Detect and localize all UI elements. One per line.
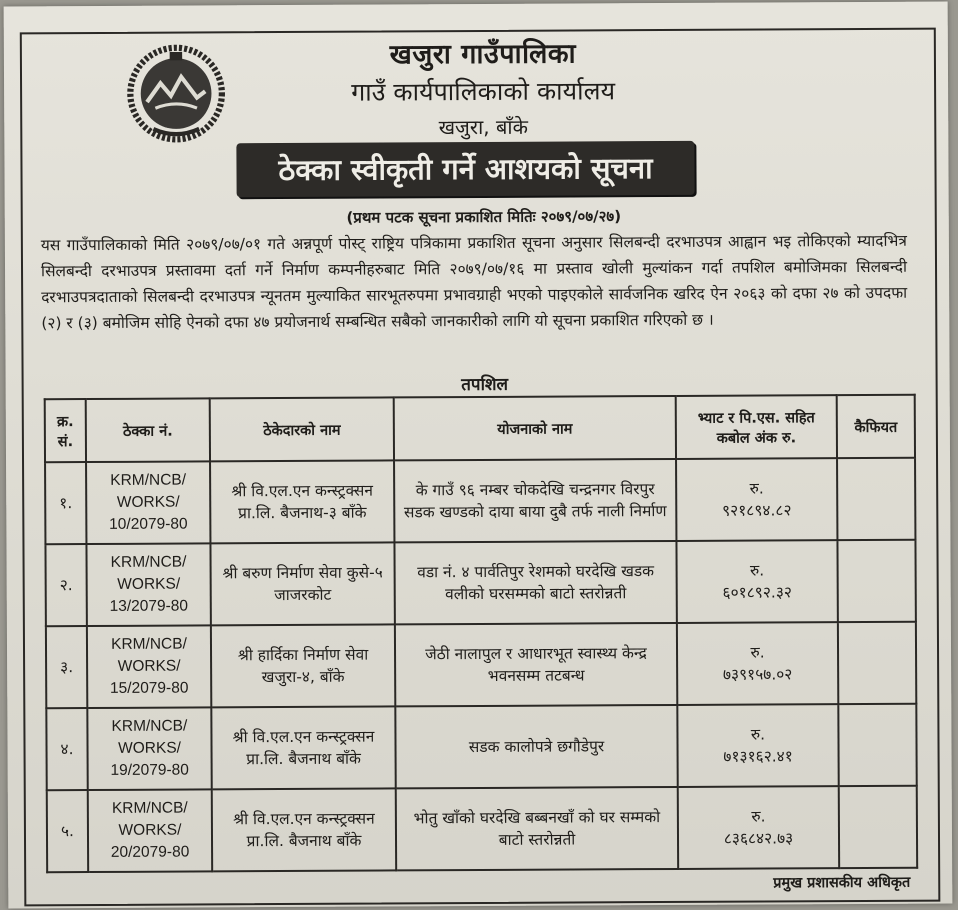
- header-amount: भ्याट र पि.एस. सहित कबोल अंक रु.: [676, 395, 837, 459]
- cell-contractor: श्री वि.एल.एन कन्स्ट्रक्सन प्रा.लि. बैजनाथ बाँके: [211, 706, 395, 789]
- cell-amount: [677, 622, 838, 705]
- header-project: योजनाको नाम: [394, 396, 676, 460]
- cell-contract-no: [86, 461, 210, 544]
- table-header-row: [45, 395, 915, 463]
- cell-contract-no: [87, 707, 211, 790]
- table-row: [46, 704, 916, 791]
- contract-no-line: 20/2079-80: [110, 843, 190, 861]
- notice-body-text: यस गाउँपालिकाको मिति २०७९/०७/०१ गते अन्नपूर्ण पोस्ट् राष्ट्रिय पत्रिकामा प्रकाशित सूचना अनुसार सिलबन्दी दरभाउपत्र आह्वान भइ तोकिएको म्यादभित्र सिलबन्दी दरभाउपत्र प्रस्तावमा दर्ता गर्ने निर्माण कम्पनीहरुबाट मिति २०७९/०७/१६ मा प्रस्ताव खोली मुल्यांकन गर्दा तपशिल बमोजिमका सिलबन्दी दरभाउपत्रदाताको सिलबन्दी दरभाउपत्र न्यूनतम मुल्याकित सारभूतरुपमा प्रभावग्राही भएको पाइएकोले सार्वजनिक खरिद ऐन २०६३ को दफा २७ को उपदफा (२) र (३) बमोजिम सोहि ऐनको दफा ४७ प्रयोजनार्थ सम्बन्धित सबैको जानकारीको लागि यो सूचना प्रकाशित गरिएको छ ।: [40, 231, 908, 333]
- cell-remarks: [837, 458, 915, 540]
- contract-no-line: WORKS/: [116, 493, 180, 511]
- cell-project: सडक कालोपत्रे छगौडेपुर: [395, 705, 677, 788]
- cell-contractor: श्री वि.एल.एन कन्स्ट्रक्सन प्रा.लि. बैजनाथ-३ बाँके: [210, 460, 394, 543]
- cell-remarks: [838, 704, 916, 786]
- contract-no-line: 19/2079-80: [110, 761, 189, 779]
- cell-contract-no: [86, 543, 210, 626]
- newspaper-clipping: [4, 2, 953, 909]
- currency-label: रु.: [750, 643, 765, 662]
- contract-no-line: 13/2079-80: [109, 597, 189, 615]
- contract-no-line: KRM/NCB/: [111, 799, 188, 817]
- table-row: [47, 786, 917, 873]
- contract-no-line: WORKS/: [117, 657, 181, 675]
- header-contractor: ठेकेदारको नाम: [210, 397, 394, 461]
- currency-label: रु.: [749, 561, 765, 580]
- currency-label: रु.: [750, 725, 766, 744]
- table-row: [46, 622, 916, 709]
- header-remarks: कैफियत: [837, 395, 915, 458]
- header-contract-no: ठेक्का नं.: [86, 398, 210, 462]
- amount-value: ७१३१६२.४१: [723, 747, 793, 766]
- header-serial: क्र. सं.: [45, 399, 86, 462]
- cell-contract-no: [87, 625, 211, 708]
- currency-label: रु.: [751, 807, 766, 826]
- contract-no-line: KRM/NCB/: [110, 471, 187, 489]
- amount-value: ८३६८४२.७३: [723, 829, 794, 848]
- table-row: [45, 540, 915, 627]
- table-row: [45, 458, 915, 545]
- contract-no-line: WORKS/: [118, 739, 182, 757]
- cell-project: के गाउँ ९६ नम्बर चोकदेखि चन्द्रनगर विरपुर सडक खण्डको दाया बाया दुबै तर्फ नाली निर्माण: [394, 459, 676, 542]
- amount-value: ७३९१५७.०२: [722, 665, 793, 684]
- cell-serial: ५.: [47, 790, 88, 872]
- cell-serial: १.: [45, 462, 86, 544]
- cell-amount: [678, 786, 839, 869]
- contract-no-line: KRM/NCB/: [110, 553, 187, 571]
- signoff-designation: प्रमुख प्रशासकीय अधिकृत: [773, 874, 911, 892]
- office-location: खजुरा, बाँके: [438, 114, 528, 140]
- cell-contractor: श्री वि.एल.एन कन्स्ट्रक्सन प्रा.लि. बैजनाथ बाँके: [212, 788, 396, 871]
- contract-no-line: KRM/NCB/: [111, 635, 187, 653]
- contract-no-line: WORKS/: [117, 575, 181, 593]
- contract-no-line: WORKS/: [118, 821, 182, 839]
- office-name: खजुरा गाउँपालिका: [389, 38, 577, 71]
- office-subtitle: गाउँ कार्यपालिकाको कार्यालय: [351, 76, 616, 107]
- cell-amount: [676, 540, 837, 623]
- cell-serial: ४.: [46, 708, 87, 790]
- contract-table: [44, 394, 918, 874]
- contract-no-line: KRM/NCB/: [111, 717, 188, 735]
- amount-value: ६०१८९२.३२: [722, 583, 792, 602]
- cell-project: जेठी नालापुल र आधारभूत स्वास्थ्य केन्द्र भवनसम्म तटबन्ध: [395, 623, 677, 706]
- cell-serial: ३.: [46, 626, 87, 708]
- notice-title-banner: ठेक्का स्वीकृती गर्ने आशयको सूचना: [236, 141, 694, 197]
- cell-contract-no: [88, 789, 212, 872]
- cell-amount: [677, 704, 838, 787]
- cell-project: भोतु खाँको घरदेखि बब्बनखाँ को घर सम्मको बाटो स्तरोन्नती: [396, 787, 678, 870]
- cell-remarks: [838, 622, 916, 704]
- cell-remarks: [837, 540, 915, 622]
- contract-no-line: 10/2079-80: [109, 515, 188, 533]
- cell-contractor: श्री हार्दिका निर्माण सेवा खजुरा-४, बाँके: [211, 624, 395, 707]
- amount-value: ९२१८९४.८२: [722, 501, 792, 520]
- table-caption: तपशिल: [461, 374, 509, 396]
- publish-date-note: (प्रथम पटक सूचना प्रकाशित मितिः २०७९/०७/२७): [346, 207, 622, 227]
- cell-amount: [676, 458, 837, 541]
- cell-serial: २.: [45, 544, 86, 626]
- cell-remarks: [839, 786, 917, 868]
- contract-no-line: 15/2079-80: [109, 679, 189, 697]
- currency-label: रु.: [749, 479, 764, 498]
- cell-project: वडा नं. ४ पार्वतिपुर रेशमको घरदेखि खडक वलीको घरसम्मको बाटो स्तरोन्नती: [394, 541, 676, 624]
- cell-contractor: श्री बरुण निर्माण सेवा कुसे-५ जाजरकोट: [210, 542, 394, 625]
